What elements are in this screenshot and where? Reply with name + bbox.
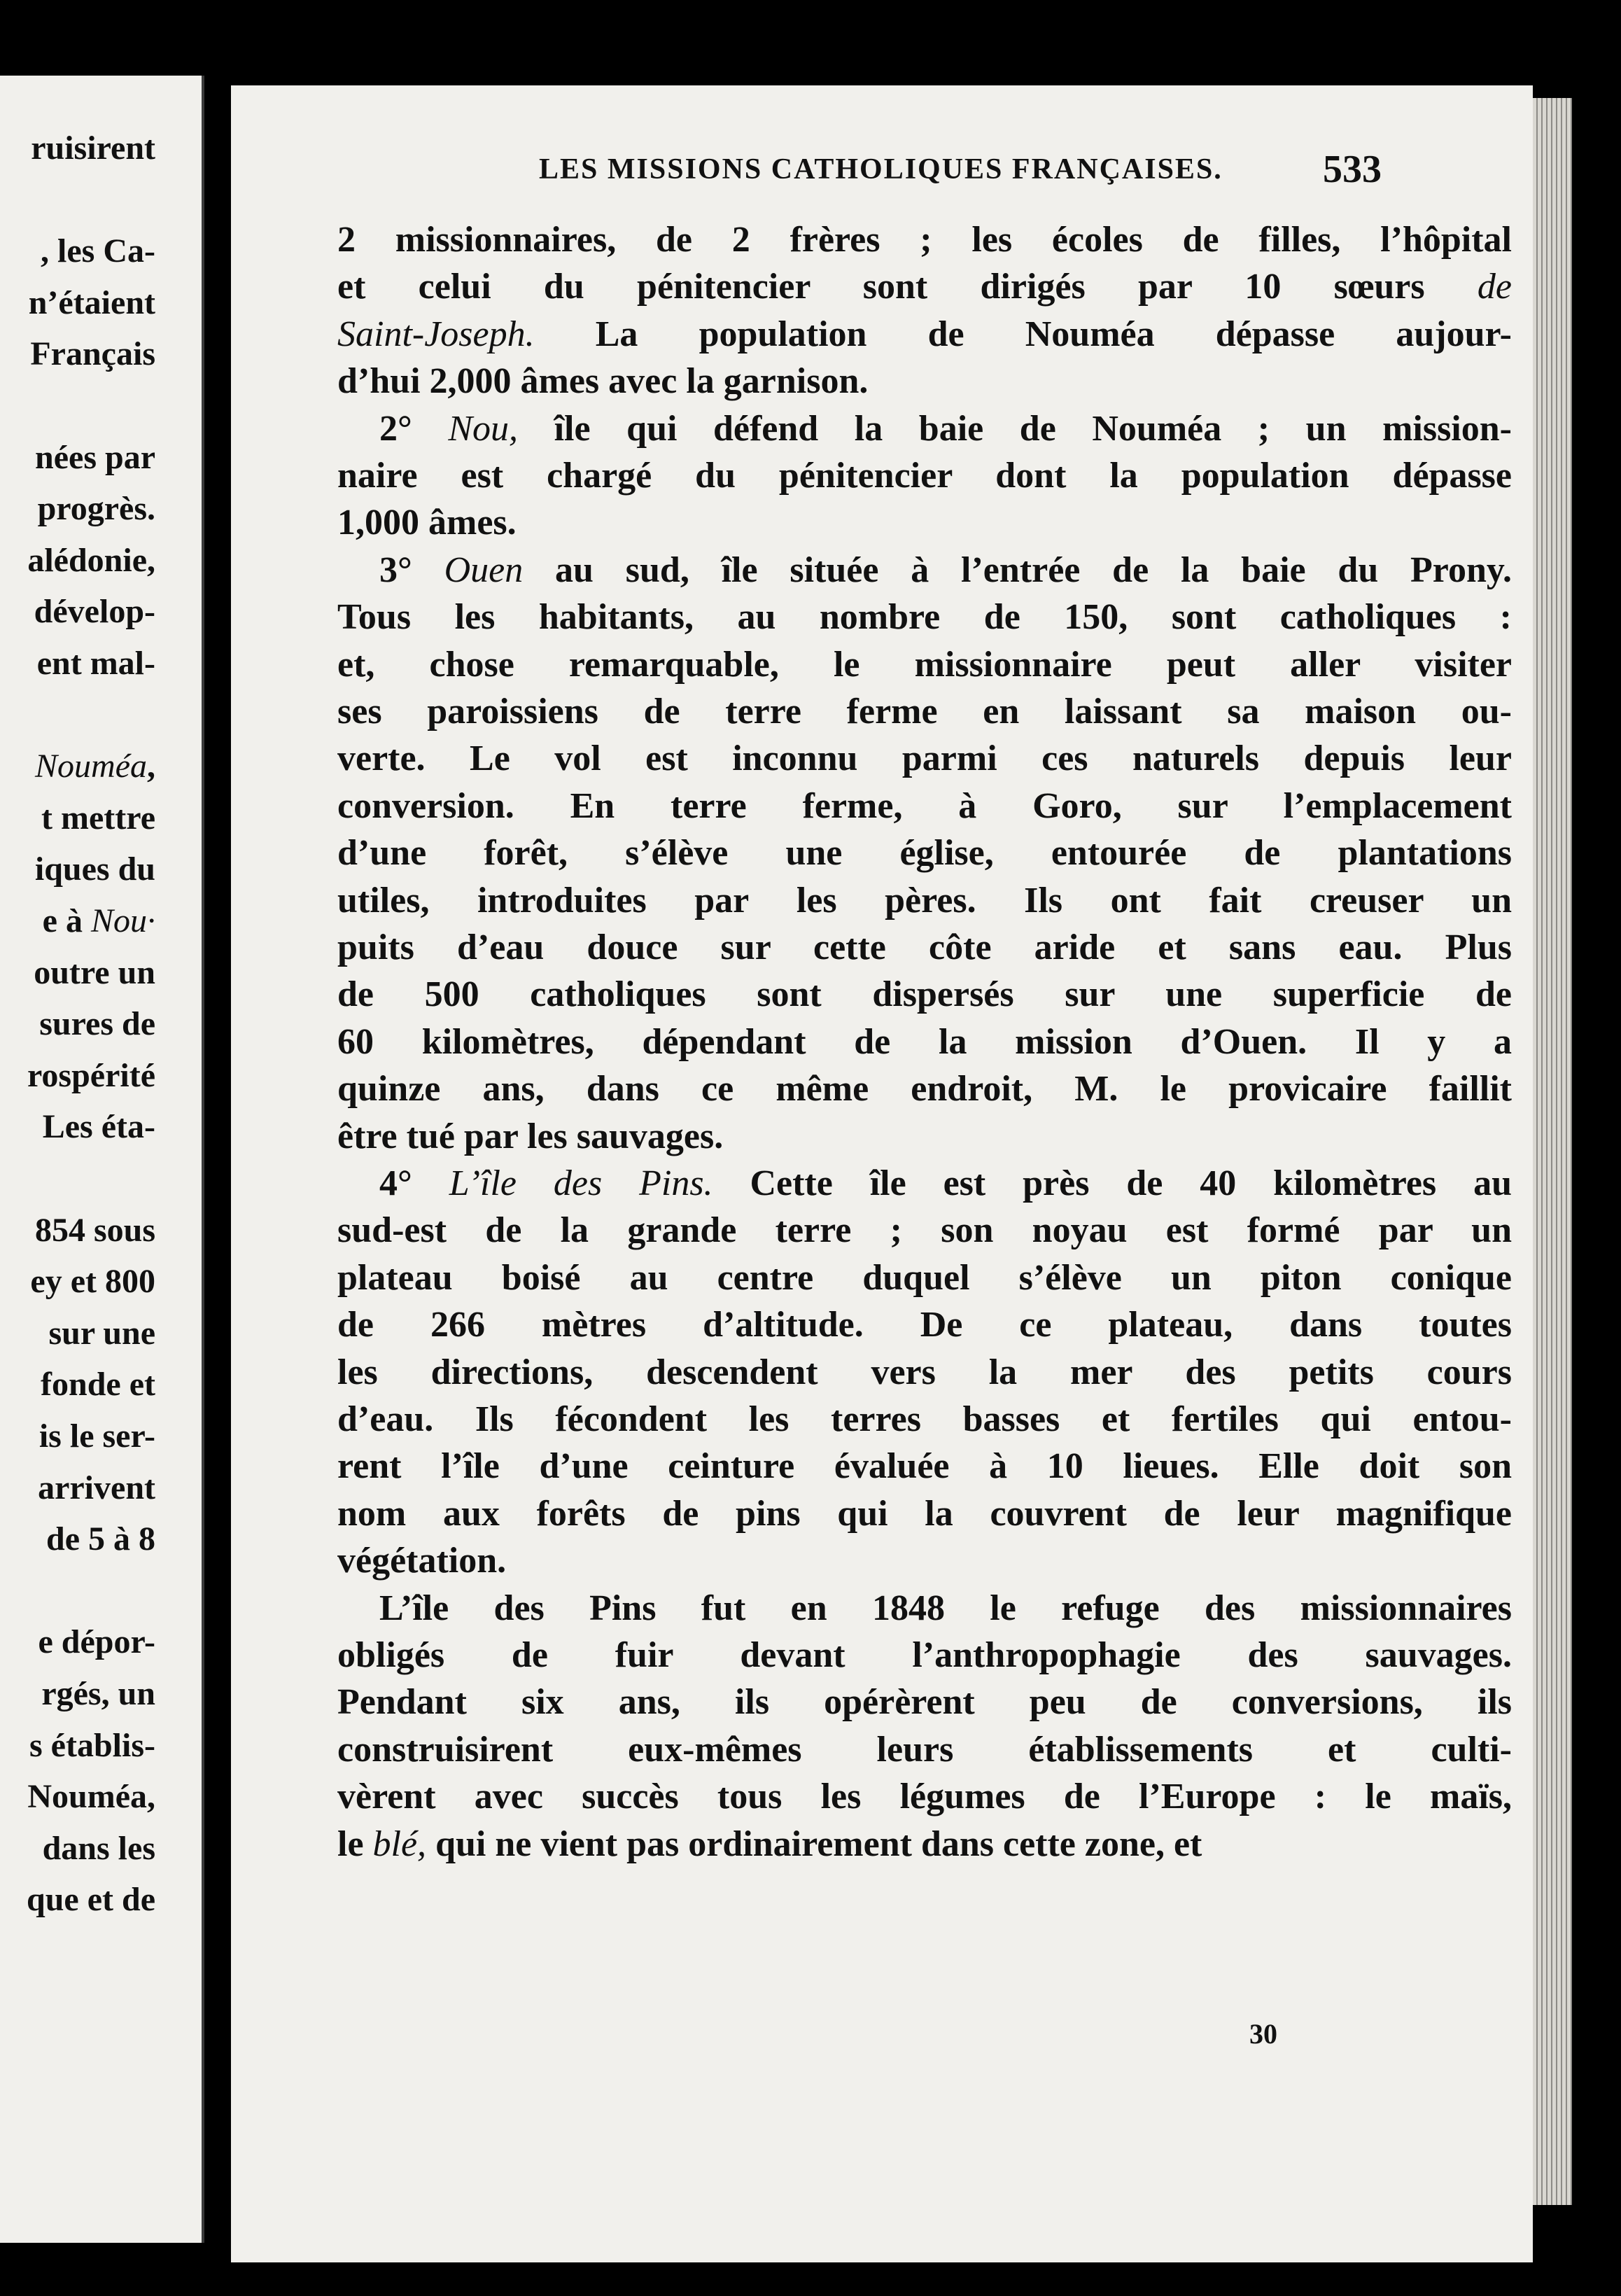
left-page-line: de 5 à 8	[46, 1520, 155, 1558]
body-line: d’eau. Ils fécondent les terres basses et fertiles qui entou-	[337, 1399, 1512, 1439]
left-page-line: alédonie,	[27, 541, 155, 579]
body-line: végétation.	[337, 1541, 507, 1581]
left-page-line: n’étaient	[28, 284, 155, 321]
body-line: et, chose remarquable, le missionnaire peut aller visiter	[337, 644, 1512, 685]
left-page-line: ey et 800	[30, 1263, 155, 1301]
signature-mark: 30	[1249, 2018, 1277, 2050]
body-line: nom aux forêts de pins qui la couvrent de leur magnifique	[337, 1493, 1512, 1534]
left-page-line: Français	[30, 335, 155, 373]
left-page-line: outre un	[34, 953, 155, 991]
left-page-line: rgés, un	[41, 1675, 155, 1712]
body-line: les directions, descendent vers la mer des petits cours	[337, 1352, 1512, 1392]
body-line: être tué par les sauvages.	[337, 1116, 724, 1156]
running-title: LES MISSIONS CATHOLIQUES FRANÇAISES.	[539, 153, 1223, 186]
body-line: naire est chargé du pénitencier dont la population dépasse	[337, 456, 1512, 496]
body-line: 4° L’île des Pins. Cette île est près de 40 kilomètres au	[379, 1163, 1512, 1203]
body-line: sud-est de la grande terre ; son noyau est formé par un	[337, 1210, 1512, 1251]
body-line: conversion. En terre ferme, à Goro, sur l’emplacement	[337, 785, 1512, 826]
left-page-line: is le ser-	[38, 1418, 155, 1455]
body-line: plateau boisé au centre duquel s’élève un piton conique	[337, 1257, 1512, 1298]
body-line: 1,000 âmes.	[337, 503, 517, 543]
page-edge	[1533, 98, 1572, 2205]
left-page-line: 854 sous	[34, 1211, 155, 1249]
left-page-line: , les Ca-	[41, 232, 155, 270]
left-page-line: Nouméa,	[27, 1778, 155, 1816]
body-line: ses paroissiens de terre ferme en laissant sa maison ou-	[337, 692, 1512, 732]
body-line: verte. Le vol est inconnu parmi ces naturels depuis leur	[337, 738, 1512, 779]
body-line: 60 kilomètres, dépendant de la mission d’Ouen. Il y a	[337, 1021, 1512, 1062]
body-line: Tous les habitants, au nombre de 150, sont catholiques :	[337, 597, 1512, 638]
left-page-line: dévelop-	[34, 593, 155, 631]
body-line: utiles, introduites par les pères. Ils ont fait creuser un	[337, 880, 1512, 920]
body-line: L’île des Pins fut en 1848 le refuge des missionnaires	[379, 1588, 1512, 1628]
left-page-line: ruisirent	[31, 130, 155, 167]
left-page-line: fonde et	[41, 1366, 155, 1404]
page-number: 533	[1323, 148, 1382, 191]
left-page-line: ent mal-	[36, 645, 155, 682]
left-page-line: arrivent	[38, 1469, 155, 1506]
body-line: obligés de fuir devant l’anthropophagie des sauvages.	[337, 1635, 1512, 1675]
body-line: 2 missionnaires, de 2 frères ; les écoles de filles, l’hôpital	[337, 220, 1512, 260]
body-line: le blé, qui ne vient pas ordinairement dans cette zone, et	[337, 1823, 1202, 1864]
body-line: d’une forêt, s’élève une église, entourée de plantations	[337, 833, 1512, 874]
left-page-line: sur une	[48, 1314, 155, 1352]
body-line: vèrent avec succès tous les légumes de l’Europe : le maïs,	[337, 1777, 1512, 1817]
left-page-line: dans les	[42, 1829, 155, 1867]
body-line: Pendant six ans, ils opérèrent peu de conversions, ils	[337, 1682, 1512, 1723]
left-page-line: s établis-	[29, 1726, 155, 1764]
left-page-line: e dépor-	[38, 1623, 155, 1661]
left-page-line: t mettre	[41, 799, 155, 836]
left-page-line: rospérité	[27, 1056, 155, 1094]
left-page-line: progrès.	[37, 490, 155, 528]
left-page-line: que et de	[27, 1881, 155, 1919]
right-page	[231, 85, 1533, 2262]
left-page-line: nées par	[35, 438, 155, 476]
left-page-line: Les éta-	[42, 1108, 155, 1146]
body-line: et celui du pénitencier sont dirigés par 10 sœurs de	[337, 267, 1512, 307]
body-line: rent l’île d’une ceinture évaluée à 10 lieues. Elle doit son	[337, 1446, 1512, 1487]
body-line: 3° Ouen au sud, île située à l’entrée de la baie du Prony.	[379, 550, 1513, 590]
left-page-line: iques du	[34, 850, 155, 888]
body-line: Saint-Joseph. La population de Nouméa dépasse aujour-	[337, 314, 1512, 354]
left-page-fragment	[0, 76, 204, 2243]
body-line: de 500 catholiques sont dispersés sur une superficie de	[337, 974, 1512, 1015]
left-page-line: Nouméa,	[35, 748, 155, 785]
body-line: d’hui 2,000 âmes avec la garnison.	[337, 361, 869, 402]
body-line: quinze ans, dans ce même endroit, M. le provicaire faillit	[337, 1069, 1512, 1110]
body-line: puits d’eau douce sur cette côte aride et sans eau. Plus	[337, 927, 1512, 967]
body-line: de 266 mètres d’altitude. De ce plateau, dans toutes	[337, 1305, 1512, 1345]
left-page-line: e à Nou·	[42, 902, 155, 939]
body-line: 2° Nou, île qui défend la baie de Nouméa ; un mission-	[379, 408, 1512, 449]
body-line: construisirent eux-mêmes leurs établissements et culti-	[337, 1729, 1512, 1770]
left-page-line: sures de	[39, 1005, 155, 1043]
